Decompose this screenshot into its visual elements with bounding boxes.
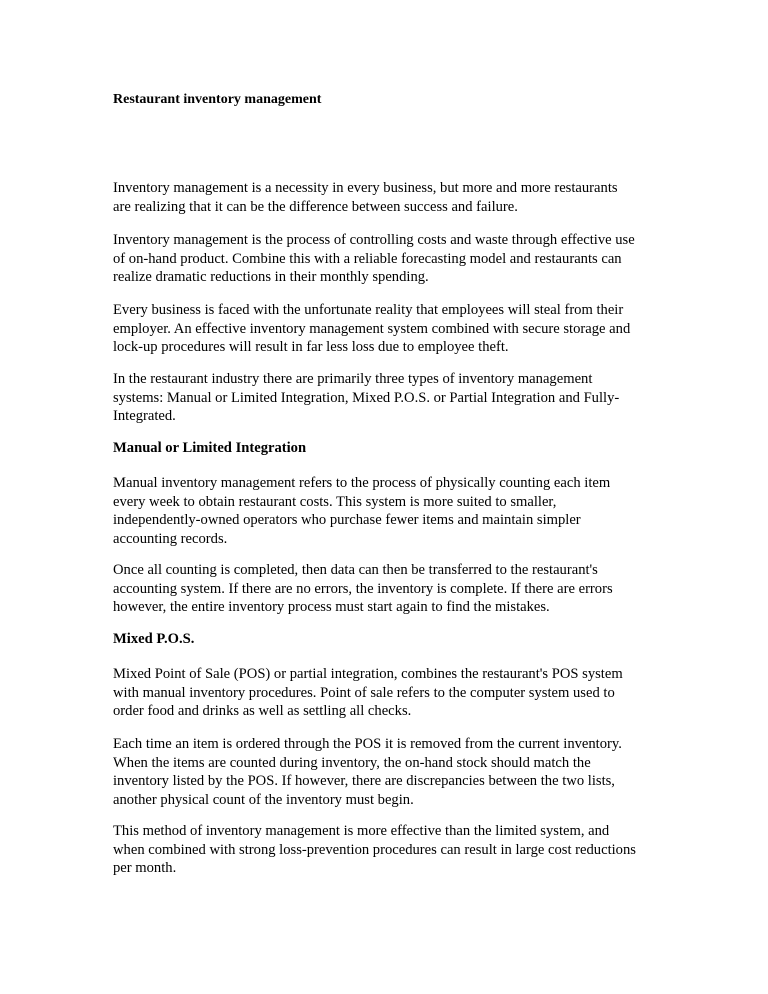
document-title: Restaurant inventory management [113, 92, 322, 107]
paragraph-intro-2 [113, 231, 661, 287]
paragraph-line: are realizing that it can be the difference between success and failure. [113, 198, 518, 215]
section-heading-manual: Manual or Limited Integration [113, 440, 307, 456]
paragraph-line: lock-up procedures will result in far less loss due to employee theft. [113, 339, 509, 356]
paragraph-line: when combined with strong loss-prevention procedures can result in large cost reductions [113, 841, 636, 858]
paragraph-line: Inventory management is the process of controlling costs and waste through effective use [113, 232, 635, 248]
paragraph-line: systems: Manual or Limited Integration, Mixed P.O.S. or Partial Integration and Fully- [113, 389, 620, 406]
paragraph-line: realize dramatic reductions in their monthly spending. [113, 269, 429, 286]
paragraph-line: Once all counting is completed, then data can then be transferred to the restaurant's [113, 562, 598, 578]
paragraph-intro-3 [113, 301, 661, 357]
paragraph-line: employer. An effective inventory management system combined with secure storage and [113, 320, 631, 337]
paragraph-line: Manual inventory management refers to the process of physically counting each item [113, 475, 611, 491]
paragraph-line: accounting records. [113, 530, 228, 547]
paragraph-intro-1 [113, 179, 661, 216]
paragraph-line: order food and drinks as well as settling all checks. [113, 703, 412, 720]
paragraph-line: Inventory management is a necessity in every business, but more and more restaurants [113, 180, 618, 196]
paragraph-manual-1 [113, 474, 661, 548]
paragraph-line: Every business is faced with the unfortunate reality that employees will steal from their [113, 302, 624, 318]
paragraph-line: Each time an item is ordered through the POS it is removed from the current inventory. [113, 736, 622, 752]
paragraph-intro-4 [113, 370, 661, 426]
paragraph-line: of on-hand product. Combine this with a reliable forecasting model and restaurants can [113, 250, 622, 267]
paragraph-line: another physical count of the inventory must begin. [113, 791, 414, 808]
paragraph-line: every week to obtain restaurant costs. This system is more suited to smaller, [113, 493, 557, 510]
paragraph-line: Mixed Point of Sale (POS) or partial integration, combines the restaurant's POS system [113, 666, 623, 682]
paragraph-line: In the restaurant industry there are primarily three types of inventory management [113, 371, 593, 387]
paragraph-line: inventory listed by the POS. If however, there are discrepancies between the two lists, [113, 773, 615, 790]
paragraph-line: This method of inventory management is more effective than the limited system, and [113, 823, 610, 839]
section-heading-mixed-pos: Mixed P.O.S. [113, 631, 195, 647]
paragraph-line: independently-owned operators who purchase fewer items and maintain simpler [113, 512, 581, 529]
paragraph-line: per month. [113, 860, 177, 877]
paragraph-line: accounting system. If there are no errors, the inventory is complete. If there are errors [113, 580, 613, 597]
paragraph-line: with manual inventory procedures. Point of sale refers to the computer system used to [113, 684, 615, 701]
paragraph-manual-2 [113, 561, 661, 617]
paragraph-line: however, the entire inventory process must start again to find the mistakes. [113, 599, 550, 616]
paragraph-line: Integrated. [113, 408, 176, 425]
paragraph-line: When the items are counted during inventory, the on-hand stock should match the [113, 754, 591, 771]
paragraph-mixed-3 [113, 822, 661, 878]
paragraph-mixed-1 [113, 665, 661, 721]
paragraph-mixed-2 [113, 735, 661, 809]
